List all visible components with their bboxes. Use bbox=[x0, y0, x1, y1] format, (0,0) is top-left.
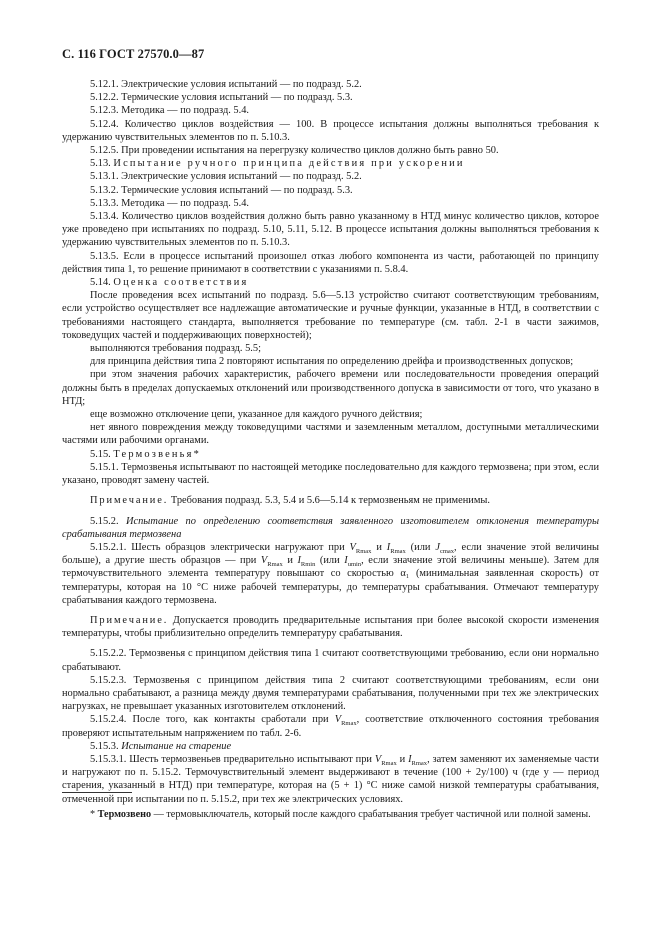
section-number: 5.15.2. bbox=[90, 515, 119, 527]
subscript: Rmax bbox=[341, 720, 357, 728]
section-heading bbox=[62, 157, 599, 170]
text-run: , соответствие отключенного состояния требования проверяют испытательным напряжением по табл. 2-6. bbox=[62, 714, 599, 739]
standard-id: ГОСТ 27570.0—87 bbox=[99, 47, 205, 61]
section-heading bbox=[62, 276, 599, 289]
footnote-divider bbox=[62, 792, 132, 793]
paragraph: 5.12.5. При проведении испытания на перегрузку количество циклов должно быть равно 50. bbox=[90, 145, 499, 157]
section-number: 5.13. bbox=[90, 158, 111, 170]
footnote-text: — термовыключатель, который после каждого срабатывания требует частичной или полной замены. bbox=[151, 809, 591, 821]
text-run: , затем заменяют их заменяемые части и нагружают по п. 5.15.2. Термочувствительный элемент выдерживают в течение (100 + 2y/100) ч (где y — период старения, указанный в НТД) при температуре, которая на (5 + 1) °С ниже самой низкой температуры срабатывания, отмеченной при испытании по п. 5.15.2, при тех же электрических условиях. bbox=[62, 753, 599, 805]
subscript: umin bbox=[347, 561, 362, 569]
note bbox=[62, 494, 599, 507]
text-run: и bbox=[371, 541, 387, 553]
text-run: 5.15.2.4. После того, как контакты сработали при bbox=[90, 714, 335, 726]
subsection-heading bbox=[62, 740, 599, 753]
paragraph: 5.13.3. Методика — по подразд. 5.4. bbox=[90, 197, 250, 209]
paragraph bbox=[62, 753, 599, 806]
text-run: и bbox=[396, 753, 409, 765]
section-number: 5.15. bbox=[90, 448, 111, 460]
page-header bbox=[62, 48, 204, 61]
section-title: Испытание ручного принципа действия при ускорении bbox=[113, 158, 465, 170]
text-run: 5.15.2.1. Шесть образцов электрически нагружают при bbox=[90, 541, 350, 553]
text-run: и bbox=[282, 555, 298, 567]
symbol: I bbox=[408, 753, 412, 765]
text-run: , если значение этой величины больше), а другие шесть образцов — при bbox=[62, 541, 599, 567]
subscript: Rmax bbox=[390, 547, 406, 555]
paragraph: 5.13.1. Электрические условия испытаний — по подразд. 5.2. bbox=[90, 171, 362, 183]
page-number: С. 116 bbox=[62, 47, 96, 61]
subscript: Rmax bbox=[411, 760, 428, 768]
section-heading bbox=[62, 448, 599, 461]
paragraph: 5.15.2.3. Термозвенья с принципом действия типа 2 считают соответствующими требованиям, если они нормально срабатывают, а разница между двумя температурами срабатывания, полученными при тех же электрических нагрузках, не превышает указанных изготовителем отклонений. bbox=[62, 674, 599, 713]
subsection-heading bbox=[62, 515, 599, 541]
paragraph: 5.12.2. Термические условия испытаний — по подразд. 5.3. bbox=[90, 92, 353, 104]
paragraph bbox=[62, 713, 599, 739]
paragraph: еще возможно отключение цепи, указанное для каждого ручного действия; bbox=[90, 409, 423, 421]
symbol: V bbox=[334, 714, 342, 726]
note-label: Примечание. bbox=[90, 495, 169, 507]
symbol: V bbox=[374, 753, 382, 765]
paragraph: 5.15.1. Термозвенья испытывают по настоящей методике последовательно для каждого термозвена; при этом, если указано, проводят замену частей. bbox=[62, 461, 599, 487]
paragraph: 5.12.1. Электрические условия испытаний — по подразд. 5.2. bbox=[90, 79, 362, 90]
text-run: 5.15.3.1. Шесть термозвеньев предварительно испытывают при bbox=[90, 753, 375, 765]
subscript: Rmax bbox=[267, 561, 283, 569]
note-text: Требования подразд. 5.3, 5.4 и 5.6—5.14 к термозвеньям не применимы. bbox=[170, 495, 491, 507]
paragraph: 5.13.5. Если в процессе испытаний произошел отказ любого компонента из части, работающей по принципу действия типа 1, то решение принимают в соответствии с указаниями п. 5.8.4. bbox=[62, 250, 599, 275]
subscript: Rmax bbox=[381, 760, 397, 768]
note bbox=[62, 614, 599, 640]
paragraph: 5.15.2.2. Термозвенья с принципом действия типа 1 считают соответствующими требованию, если они нормально срабатывают. bbox=[62, 648, 599, 673]
text-run: (или bbox=[405, 541, 436, 553]
footnote-mark: * bbox=[90, 809, 96, 821]
paragraph: 5.12.4. Количество циклов воздействия — 100. В процессе испытания должны выполняться требования к удержанию чувствительных элементов по п. 5.10.3. bbox=[62, 118, 599, 143]
subscript: Rmax bbox=[355, 547, 372, 555]
paragraph: 5.13.4. Количество циклов воздействия должно быть равно указанному в НТД минус количество циклов, которое уже проведено при испытаниях по подразд. 5.10, 5.11, 5.12. В процессе испытания должны выполняться требования к удержанию чувствительных элементов по п. 5.10.3. bbox=[62, 211, 599, 249]
symbol: V bbox=[349, 541, 356, 553]
paragraph: для принципа действия типа 2 повторяют испытания по определению дрейфа и производственных допусков; bbox=[90, 356, 574, 368]
section-number: 5.14. bbox=[90, 277, 111, 289]
section-title: Оценка соответствия bbox=[113, 277, 249, 289]
note-text: Допускается проводить предварительные испытания при более высокой скорости изменения температуры, чтобы приблизительно определить температуру срабатывания. bbox=[62, 614, 600, 640]
section-number: 5.15.3. bbox=[90, 740, 119, 752]
symbol: J bbox=[435, 541, 440, 553]
document-body bbox=[62, 78, 599, 806]
section-title: Термозвенья* bbox=[113, 448, 201, 460]
paragraph: при этом значения рабочих характеристик, рабочего времени или последовательности проведения операций должны быть в пределах допускаемых отклонений или производственного допуска в зависимости от того, что указано в НТД; bbox=[62, 369, 599, 407]
text-run: , если значение этой величины меньше). Затем для термочувствительного элемента температуру повышают со скоростью α₁ (минимальная заявленная скорость) от температуры, которая на 10 °С ниже рабочей температуры, до температуры срабатывания. Отмечают температуру срабатывания каждого термозвена. bbox=[62, 555, 599, 606]
paragraph: нет явного повреждения между токоведущими частями и заземленным металлом, доступными металлическими частями или рабочими органами. bbox=[62, 422, 599, 447]
footnote-term: Термозвено bbox=[97, 809, 152, 821]
paragraph: 5.13.2. Термические условия испытаний — по подразд. 5.3. bbox=[90, 184, 353, 196]
text-run: (или bbox=[315, 555, 345, 567]
symbol: V bbox=[260, 555, 268, 567]
paragraph: После проведения всех испытаний по подразд. 5.6—5.13 устройство считают соответствующим требованиям, если устройство осуществляет все надлежащие автоматические и ручные функции, указанные в НТД, в соответствии с требованиями настоящего стандарта, выполняется требование по температуре (см. табл. 2-1 в части зажимов, токоведущих частей и поддерживающих поверхностей); bbox=[62, 290, 599, 341]
paragraph: 5.12.3. Методика — по подразд. 5.4. bbox=[90, 105, 250, 117]
section-title: Испытание на старение bbox=[121, 740, 232, 752]
subscript: cmax bbox=[439, 547, 455, 555]
note-label: Примечание. bbox=[90, 614, 169, 626]
symbol: I bbox=[297, 555, 301, 567]
symbol: I bbox=[344, 555, 348, 567]
symbol: I bbox=[386, 541, 391, 553]
section-title: Испытание по определению соответствия заявленного изготовителем отклонения температуры срабатывания термозвена bbox=[62, 515, 599, 540]
paragraph: выполняются требования подразд. 5.5; bbox=[90, 343, 261, 355]
paragraph bbox=[62, 541, 599, 607]
footnote bbox=[62, 808, 599, 821]
subscript: Rmin bbox=[300, 561, 316, 569]
